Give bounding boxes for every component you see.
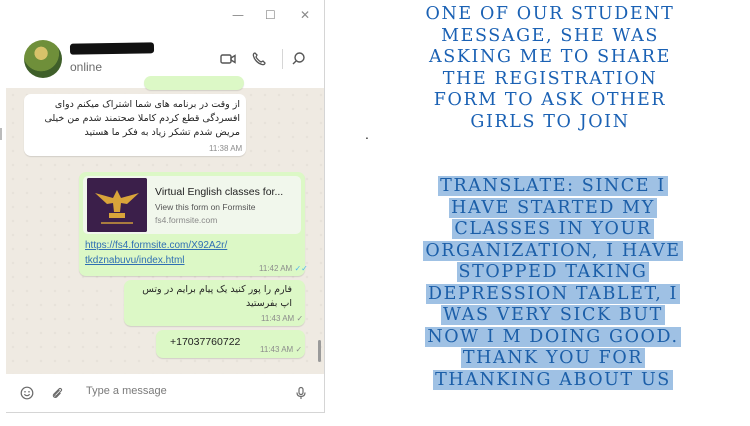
highlighted-translation: TRANSLATE: SINCE I HAVE STARTED MY CLASSES IN YOUR ORGANIZATION, I HAVE STOPPED TAKING DEPRESSION TABLET, I WAS VERY SICK BUT NOW I M DOING GOOD. THANK YOU FOR THANKING ABOUT US	[425, 176, 681, 390]
stray-dot: .	[365, 126, 369, 142]
message-input[interactable]: Type a message	[86, 385, 167, 397]
video-camera-icon[interactable]	[219, 50, 237, 68]
message-text: از وقت در برنامه های شما اشتراک میکنم دوای افسردگی قطع کردم کاملا صحتمند شدم من خیلی مریض شدم تشکر زیاد به فکر ما هستید	[44, 99, 240, 138]
whatsapp-window	[6, 0, 325, 413]
header-divider	[282, 49, 283, 69]
read-receipt-icon: ✓✓	[294, 264, 308, 273]
previous-message-bubble[interactable]	[144, 76, 244, 90]
caption-translation	[414, 176, 692, 391]
link-preview-thumbnail	[87, 178, 147, 232]
message-time: 11:43 AM	[260, 345, 294, 354]
outgoing-phone-bubble[interactable]	[156, 330, 305, 358]
form-url-link-line1[interactable]: https://fs4.formsite.com/X92A2r/	[85, 240, 228, 251]
attach-icon[interactable]	[50, 386, 64, 400]
window-edge-marker	[0, 128, 2, 140]
minimize-button[interactable]: —	[232, 8, 244, 22]
close-button[interactable]: ✕	[300, 8, 311, 22]
message-time-row-4	[260, 345, 302, 354]
outgoing-message-bubble[interactable]	[124, 280, 305, 326]
sent-check-icon: ✓	[295, 345, 303, 354]
eagle-emblem-icon	[87, 178, 147, 232]
message-time: 11:38 AM	[209, 144, 243, 153]
message-time-row-3	[261, 314, 303, 323]
scrollbar-thumb[interactable]	[318, 340, 321, 362]
microphone-icon[interactable]	[294, 386, 308, 400]
message-time-row-2	[259, 264, 308, 273]
sent-check-icon: ✓	[296, 314, 304, 323]
incoming-message-bubble[interactable]	[24, 94, 246, 156]
link-preview-card[interactable]	[83, 176, 301, 234]
caption-description: ONE OF OUR STUDENT MESSAGE, SHE WAS ASKING ME TO SHARE THE REGISTRATION FORM TO ASK OTHER GIRLS TO JOIN	[425, 4, 675, 132]
avatar[interactable]	[24, 40, 62, 78]
redacted-contact-name	[70, 42, 154, 54]
phone-number-text: +17037760722	[170, 336, 241, 348]
message-text: فارم را پور کنید یک پیام برایم در وتس اپ بفرستید	[142, 284, 292, 309]
maximize-button[interactable]: ☐	[265, 8, 276, 22]
title-bar	[6, 0, 324, 30]
message-composer	[6, 374, 324, 412]
message-time: 11:42 AM	[259, 264, 293, 273]
emoji-icon[interactable]	[20, 386, 34, 400]
link-description: View this form on Formsite	[155, 202, 256, 212]
link-title: Virtual English classes for...	[155, 186, 284, 198]
link-domain: fs4.formsite.com	[155, 215, 218, 225]
search-icon[interactable]	[290, 50, 308, 68]
contact-status: online	[70, 60, 103, 74]
phone-icon[interactable]	[250, 50, 268, 68]
form-url-link-line2[interactable]: tkdznabuvu/index.html	[85, 255, 185, 266]
message-time: 11:43 AM	[261, 314, 295, 323]
